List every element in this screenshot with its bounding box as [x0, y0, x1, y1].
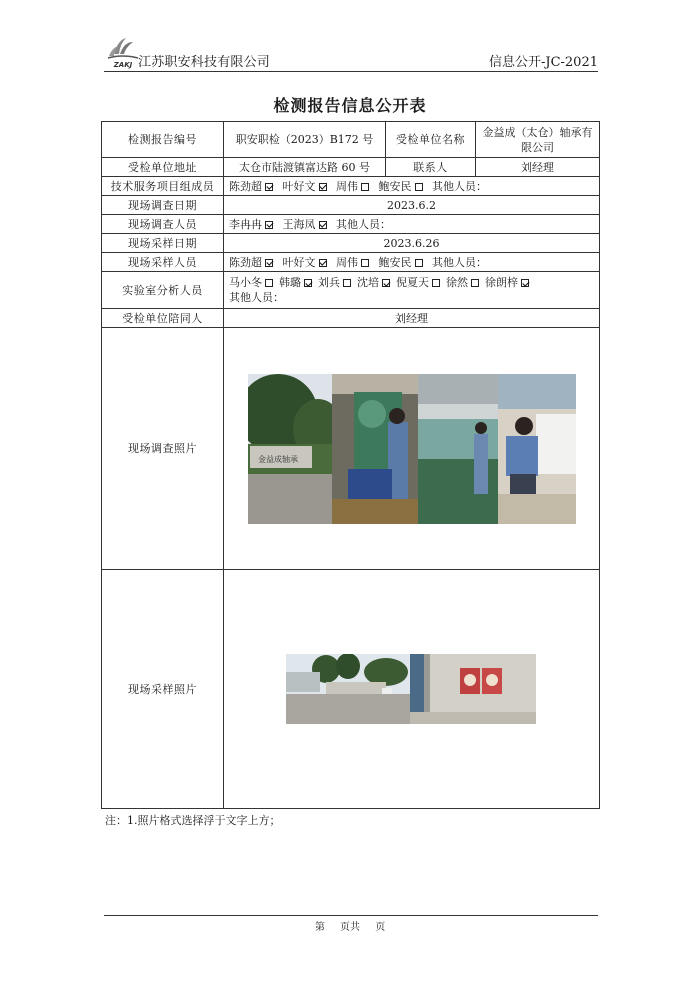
- sampling-photo-cell: [224, 570, 600, 809]
- table-row: [102, 196, 600, 215]
- header-divider: [104, 71, 598, 72]
- survey-photo-strip: [248, 374, 576, 524]
- contact-label: 联系人: [386, 158, 476, 177]
- document-number: 信息公开-JC-2021: [488, 55, 598, 70]
- checkbox-empty-icon[interactable]: [343, 279, 351, 287]
- sampling-date-value: 2023.6.26: [224, 234, 600, 253]
- sampling-people: 陈劲超 叶好文 周伟 鲍安民 其他人员：: [224, 253, 600, 272]
- table-row: [102, 177, 600, 196]
- checkbox-checked-icon[interactable]: [319, 221, 327, 229]
- company-name: 江苏职安科技有限公司: [138, 55, 271, 70]
- checkbox-checked-icon[interactable]: [319, 183, 327, 191]
- checkbox-empty-icon[interactable]: [415, 259, 423, 267]
- survey-people-label: 现场调查人员: [102, 215, 224, 234]
- checkbox-checked-icon[interactable]: [521, 279, 529, 287]
- checkbox-empty-icon[interactable]: [361, 183, 369, 191]
- table-row: [102, 253, 600, 272]
- checkbox-empty-icon[interactable]: [265, 279, 273, 287]
- table-row: [102, 570, 600, 809]
- footer-of: 页共: [340, 922, 360, 933]
- address-label: 受检单位地址: [102, 158, 224, 177]
- checkbox-checked-icon[interactable]: [319, 259, 327, 267]
- table-row: [102, 309, 600, 328]
- svg-text:金益成轴承: 金益成轴承: [258, 455, 298, 464]
- footer-page: 第: [314, 922, 325, 933]
- survey-photo-workshop: [418, 374, 498, 524]
- checkbox-checked-icon[interactable]: [265, 259, 273, 267]
- survey-date-value: 2023.6.2: [224, 196, 600, 215]
- team-members: 陈劲超 叶好文 周伟 鲍安民 其他人员：: [224, 177, 600, 196]
- checkbox-checked-icon[interactable]: [304, 279, 312, 287]
- table-row: [102, 215, 600, 234]
- table-row: [102, 122, 600, 158]
- checkbox-empty-icon[interactable]: [415, 183, 423, 191]
- sampling-people-label: 现场采样人员: [102, 253, 224, 272]
- unit-name-label: 受检单位名称: [386, 122, 476, 158]
- sampling-photo-label: 现场采样照片: [102, 570, 224, 809]
- footnote: 注：1.照片格式选择浮于文字上方；: [105, 814, 281, 827]
- sampling-photo-strip: [286, 654, 536, 724]
- lab-label: 实验室分析人员: [102, 272, 224, 309]
- checkbox-empty-icon[interactable]: [361, 259, 369, 267]
- lab-people: 马小冬 韩璐 刘兵 沈培 倪夏天 徐然 徐朗梓 其他人员：: [224, 272, 600, 309]
- table-row: [102, 158, 600, 177]
- survey-photo-machine: [332, 374, 418, 524]
- unit-name-value: 金益成（太仓）轴承有限公司: [476, 122, 600, 158]
- survey-photo-desk: [498, 374, 576, 524]
- contact-value: 刘经理: [476, 158, 600, 177]
- escort-label: 受检单位陪同人: [102, 309, 224, 328]
- survey-people: 李冉冉 王海凤 其他人员：: [224, 215, 600, 234]
- table-row: [102, 328, 600, 570]
- sampling-photo-site: [286, 654, 410, 724]
- checkbox-checked-icon[interactable]: [382, 279, 390, 287]
- sampling-photo-wall: [410, 654, 536, 724]
- survey-photo-entrance: [248, 374, 332, 524]
- footer-divider: [104, 915, 598, 916]
- info-table: [101, 121, 600, 809]
- checkbox-empty-icon[interactable]: [432, 279, 440, 287]
- report-no-value: 职安职检（2023）B172 号: [224, 122, 386, 158]
- survey-photo-label: 现场调查照片: [102, 328, 224, 570]
- checkbox-checked-icon[interactable]: [265, 183, 273, 191]
- page-header: [104, 34, 598, 70]
- sampling-date-label: 现场采样日期: [102, 234, 224, 253]
- footer-pages: 页: [375, 922, 386, 933]
- checkbox-checked-icon[interactable]: [265, 221, 273, 229]
- page-title: 检测报告信息公开表: [273, 96, 427, 115]
- table-row: [102, 234, 600, 253]
- address-value: 太仓市陆渡镇富达路 60 号: [224, 158, 386, 177]
- escort-value: 刘经理: [224, 309, 600, 328]
- survey-date-label: 现场调查日期: [102, 196, 224, 215]
- report-no-label: 检测报告编号: [102, 122, 224, 158]
- checkbox-empty-icon[interactable]: [471, 279, 479, 287]
- page-footer: [0, 918, 700, 933]
- svg-text:ZAKJ: ZAKJ: [113, 61, 133, 69]
- team-label: 技术服务项目组成员: [102, 177, 224, 196]
- survey-photo-cell: [224, 328, 600, 570]
- table-row: [102, 272, 600, 309]
- company-logo-icon: [106, 34, 140, 70]
